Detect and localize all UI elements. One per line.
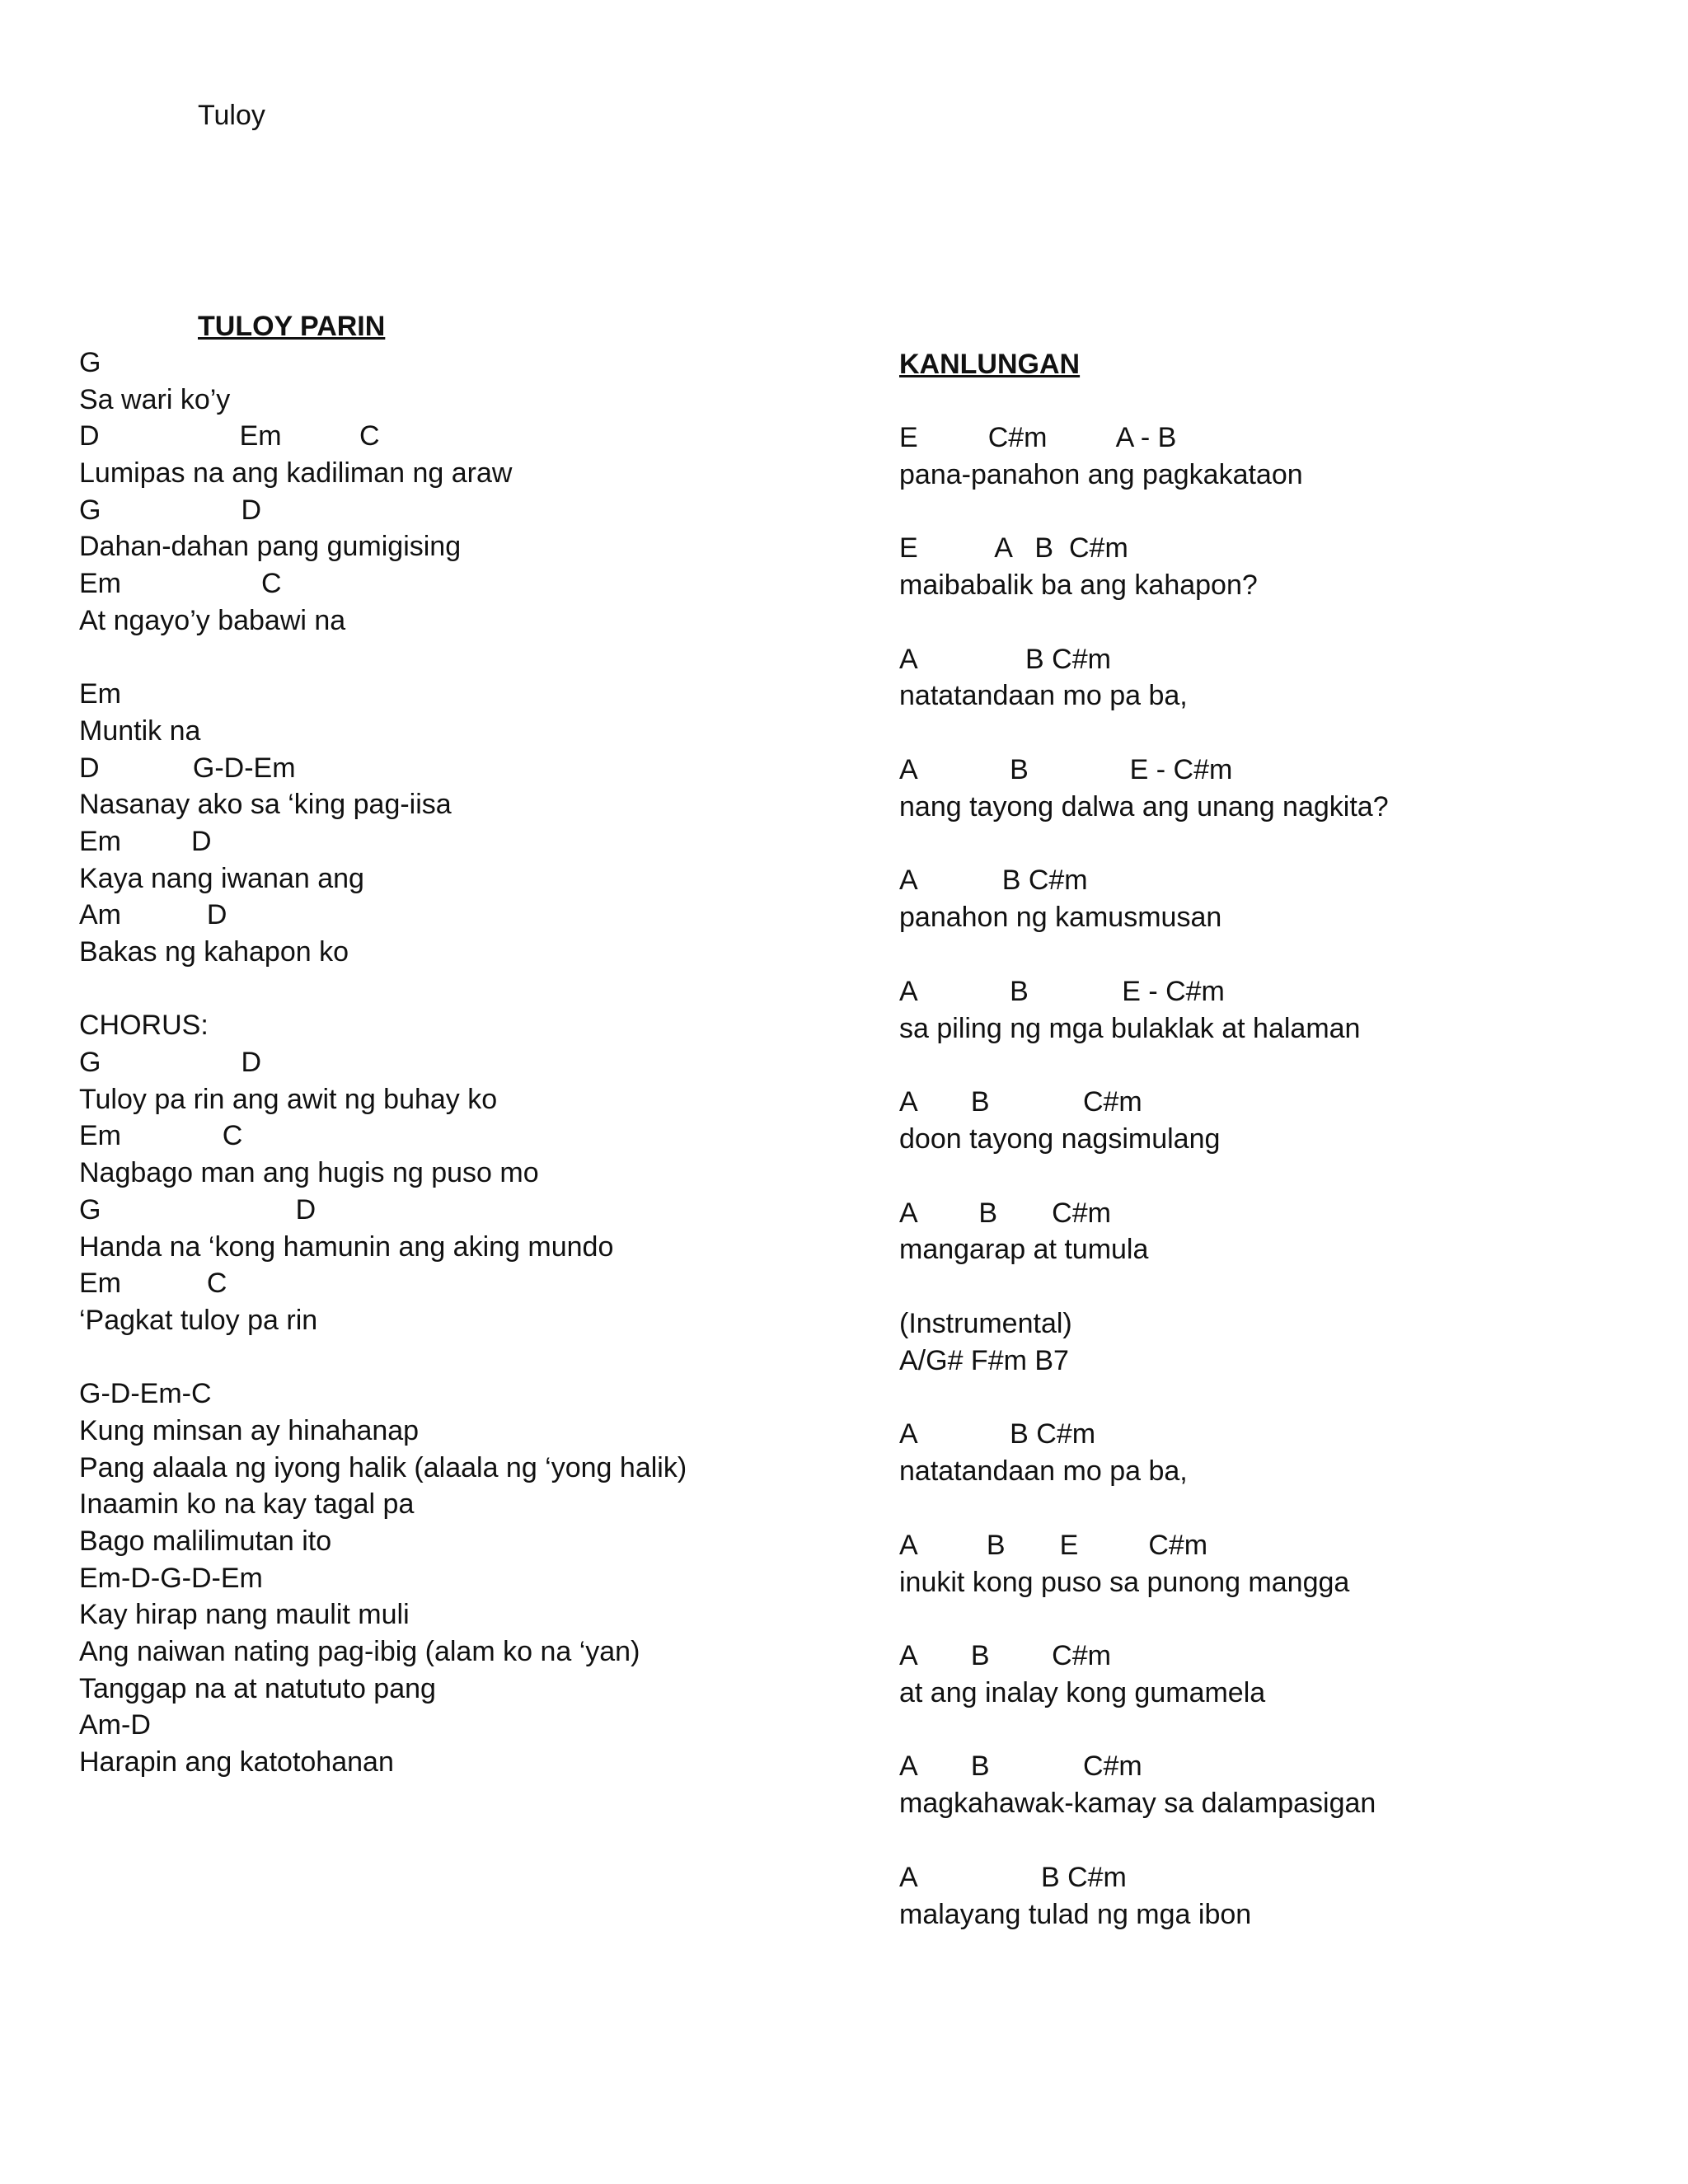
lyric-line: doon tayong nagsimulang [899, 1122, 1221, 1155]
song-title-tuloy-parin: TULOY PARIN [198, 311, 386, 342]
lyric-line: sa piling ng mga bulaklak at halaman [899, 1012, 1361, 1044]
lyric-line: Em C [79, 1120, 243, 1152]
lyric-line: ‘Pagkat tuloy pa rin [79, 1304, 318, 1336]
lyric-line: Handa na ‘kong hamunin ang aking mundo [79, 1230, 614, 1263]
lyric-line: pana-panahon ang pagkakataon [899, 458, 1303, 490]
lyric-line: G D [79, 1047, 262, 1079]
lyric-line: Kaya nang iwanan ang [79, 862, 364, 894]
blank-line [899, 1268, 1641, 1305]
lyric-line: Muntik na [79, 715, 201, 747]
lyric-line: G D [79, 494, 262, 526]
lyric-line: Nagbago man ang hugis ng puso mo [79, 1157, 539, 1189]
lyric-line: E C#m A - B [899, 421, 1177, 453]
lyric-line: G D [79, 1193, 316, 1226]
lyric-line: A B C#m [899, 1418, 1096, 1451]
lyric-line: E A B C#m [899, 532, 1128, 565]
lyric-line: inukit kong puso sa punong mangga [899, 1566, 1350, 1598]
blank-line [899, 1490, 1641, 1527]
lyric-line: at ang inalay kong gumamela [899, 1676, 1266, 1708]
lyric-line: mangarap at tumula [899, 1234, 1149, 1266]
blank-line [899, 604, 1641, 641]
lyric-line: A B E C#m [899, 1529, 1208, 1561]
lyric-line: D G-D-Em [79, 752, 296, 784]
blank-line [899, 493, 1641, 530]
blank-line [899, 1158, 1641, 1195]
document-header-title: Tuloy [198, 100, 265, 131]
lyric-line: D Em C [79, 420, 380, 452]
lyric-line: Lumipas na ang kadiliman ng araw [79, 457, 513, 490]
song-title-kanlungan: KANLUNGAN [899, 349, 1081, 380]
lyric-line: Kung minsan ay hinahanap [79, 1414, 420, 1446]
blank-line [899, 1047, 1641, 1084]
lyric-line: A B E - C#m [899, 753, 1233, 785]
lyric-line: malayang tulad ng mga ibon [899, 1898, 1252, 1930]
blank-line [899, 936, 1641, 973]
lyric-line: CHORUS: [79, 1010, 209, 1042]
blank-line [899, 826, 1641, 863]
lyric-line: Em C [79, 1268, 227, 1300]
lyric-line: Harapin ang katotohanan [79, 1746, 394, 1779]
song-column-tuloy-parin [79, 308, 821, 1781]
blank-line [79, 971, 821, 1008]
lyric-line: Ang naiwan nating pag-ibig (alam ko na ‘yan) [79, 1636, 640, 1668]
blank-line [899, 382, 1641, 419]
lyric-line: (Instrumental) [899, 1307, 1072, 1339]
lyric-line: G-D-Em-C [79, 1378, 212, 1410]
lyric-line: Am-D [79, 1709, 151, 1741]
lyric-line: Am D [79, 899, 227, 931]
lyric-line: G [79, 347, 101, 378]
lyric-line: Em D [79, 825, 212, 857]
blank-line [79, 1339, 821, 1376]
lyric-line: At ngayo’y babawi na [79, 604, 346, 636]
lyric-line: A B C#m [899, 865, 1088, 897]
lyric-line: Em-D-G-D-Em [79, 1562, 263, 1594]
lyric-line: Em C [79, 568, 282, 600]
lyric-line: Pang alaala ng iyong halik (alaala ng ‘yong halik) [79, 1451, 687, 1483]
lyric-line: panahon ng kamusmusan [899, 902, 1222, 934]
lyric-line: A B C#m [899, 1197, 1111, 1229]
lyric-line: Sa wari ko’y [79, 383, 231, 415]
blank-line [899, 1712, 1641, 1749]
lyric-line: Kay hirap nang maulit muli [79, 1599, 410, 1631]
blank-line [899, 1822, 1641, 1859]
lyric-line: A B C#m [899, 1086, 1142, 1118]
lyric-line: A B C#m [899, 1861, 1127, 1893]
lyric-line: Bago malilimutan ito [79, 1526, 332, 1557]
lyric-line: magkahawak-kamay sa dalampasigan [899, 1788, 1376, 1820]
lyric-line: Inaamin ko na kay tagal pa [79, 1488, 415, 1521]
lyric-line: A B E - C#m [899, 975, 1225, 1007]
lyrics-block-tuloy-parin [79, 344, 821, 1781]
lyric-line: nang tayong dalwa ang unang nagkita? [899, 790, 1389, 823]
lyric-line: natatandaan mo pa ba, [899, 1455, 1188, 1488]
blank-line [79, 640, 821, 677]
lyric-line: Em [79, 678, 121, 710]
lyric-line: Dahan-dahan pang gumigising [79, 531, 462, 563]
lyric-line: A B C#m [899, 1640, 1111, 1672]
blank-line [899, 715, 1641, 752]
blank-line [899, 1601, 1641, 1638]
lyric-line: A B C#m [899, 1750, 1142, 1783]
lyric-line: Tuloy pa rin ang awit ng buhay ko [79, 1083, 498, 1115]
lyric-line: Tanggap na at natututo pang [79, 1672, 436, 1704]
lyric-line: A B C#m [899, 643, 1111, 675]
lyric-line: Bakas ng kahapon ko [79, 936, 349, 968]
lyric-line: maibabalik ba ang kahapon? [899, 569, 1258, 601]
lyric-line: A/G# F#m B7 [899, 1344, 1069, 1376]
lyric-line: natatandaan mo pa ba, [899, 680, 1188, 712]
lyrics-block-kanlungan [899, 382, 1641, 1933]
song-column-kanlungan [899, 346, 1641, 1933]
lyric-line: Nasanay ako sa ‘king pag-iisa [79, 789, 452, 821]
blank-line [899, 1380, 1641, 1417]
